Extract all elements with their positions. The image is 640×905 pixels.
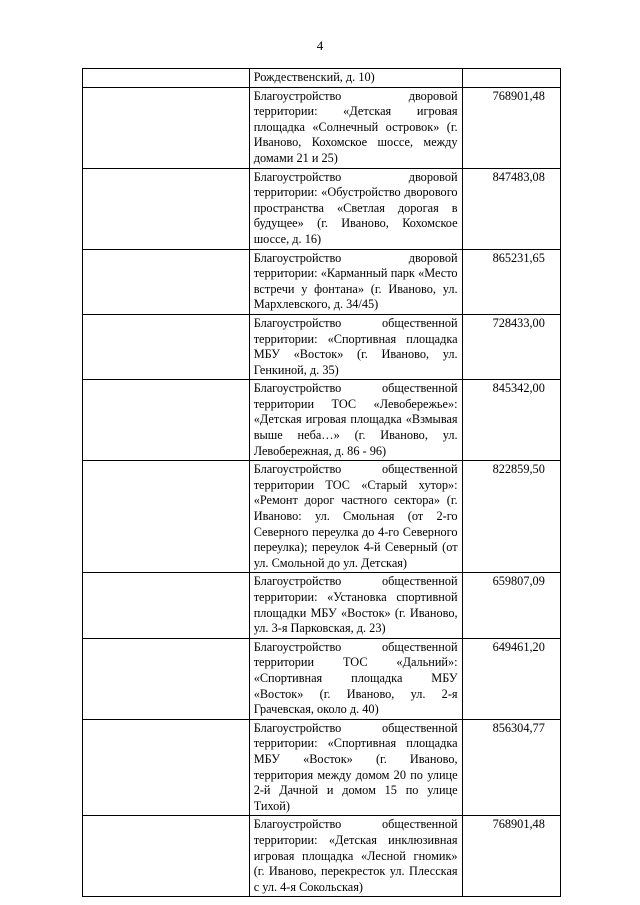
project-description: Благоустройство общественной территории ТОС «Левобережье»: «Детская игровая площадка «Взмывая выше неба…» (г. Иваново, ул. Левобережная, д. 86 - 96) [253,381,458,458]
project-description: Благоустройство общественной территории: «Спортивная площадка МБУ «Восток» (г. Иваново, территория между домом 20 по улице 2-й Дачной и домом 15 по улице Тихой) [253,720,458,813]
project-amount: 822859,50 [492,462,545,477]
description-cell [249,168,462,249]
description-cell [249,461,462,573]
empty-cell [83,461,250,573]
table-row [83,719,561,816]
project-amount: 865231,65 [492,250,545,265]
description-cell [249,638,462,719]
amount-cell [462,816,560,897]
table-row [83,573,561,638]
amount-cell [462,638,560,719]
table-row [83,380,561,461]
project-description: Благоустройство дворовой территории: «Обустройство дворового пространства «Светлая дорогая в будущее» (г. Иваново, Кохомское шоссе, д. 16) [253,169,458,246]
empty-cell [83,816,250,897]
description-cell [249,816,462,897]
amount-cell [462,87,560,168]
table-row [83,168,561,249]
description-cell [249,719,462,816]
empty-cell [83,719,250,816]
project-description: Благоустройство дворовой территории: «Карманный парк «Место встречи у фонтана» (г. Иваново, ул. Мархлевского, д. 34/45) [253,250,458,312]
project-amount: 728433,00 [492,315,545,330]
description-cell [249,249,462,314]
table-row [83,461,561,573]
empty-cell [83,87,250,168]
table-row [83,638,561,719]
project-description: Благоустройство общественной территории ТОС «Старый хутор»: «Ремонт дорог частного сектора» (г. Иваново: ул. Смольная (от 2-го Северного переулка до 4-го Северного переулка); переулок 4-й Северный (от ул. Смольной до ул. Детская) [253,462,458,570]
description-cell [249,314,462,379]
project-description: Рождественский, д. 10) [253,70,375,84]
amount-cell [462,461,560,573]
description-cell [249,87,462,168]
project-amount: 856304,77 [492,720,545,735]
empty-cell [83,168,250,249]
amount-cell [462,69,560,88]
project-amount: 649461,20 [492,639,545,654]
empty-cell [83,380,250,461]
project-description: Благоустройство общественной территории: «Детская инклюзивная игровая площадка «Лесной гномик» (г. Иваново, перекресток ул. Плесская с ул. 4-я Сокольская) [253,817,458,894]
project-amount: 845342,00 [492,381,545,396]
description-cell [249,380,462,461]
table-row [83,69,561,88]
amount-cell [462,380,560,461]
empty-cell [83,573,250,638]
project-amount: 659807,09 [492,574,545,589]
amount-cell [462,314,560,379]
project-description: Благоустройство общественной территории ТОС «Дальний»: «Спортивная площадка МБУ «Восток» (г. Иваново, ул. 2-я Грачевская, около д. 40) [253,639,458,717]
project-amount [463,69,560,70]
project-description: Благоустройство общественной территории: «Установка спортивной площадки МБУ «Восток» (г. Иваново, ул. 3-я Парковская, д. 23) [253,574,458,636]
description-cell [249,69,462,88]
amount-cell [462,249,560,314]
empty-cell [83,249,250,314]
empty-cell [83,314,250,379]
page-number: 4 [316,38,324,53]
project-amount: 768901,48 [492,88,545,103]
description-cell [249,573,462,638]
amount-cell [462,719,560,816]
project-amount: 768901,48 [492,817,545,832]
table-row [83,87,561,168]
empty-cell [83,69,250,88]
project-description: Благоустройство дворовой территории: «Детская игровая площадка «Солнечный островок» (г. Иваново, Кохомское шоссе, между домами 21 и 25) [253,88,458,165]
table-row [83,249,561,314]
table-row [83,314,561,379]
amount-cell [462,168,560,249]
project-amount: 847483,08 [492,169,545,184]
amount-cell [462,573,560,638]
project-description: Благоустройство общественной территории: «Спортивная площадка МБУ «Восток» (г. Иваново, ул. Генкиной, д. 35) [253,315,458,377]
table-row [83,816,561,897]
projects-table [82,68,561,897]
empty-cell [83,638,250,719]
